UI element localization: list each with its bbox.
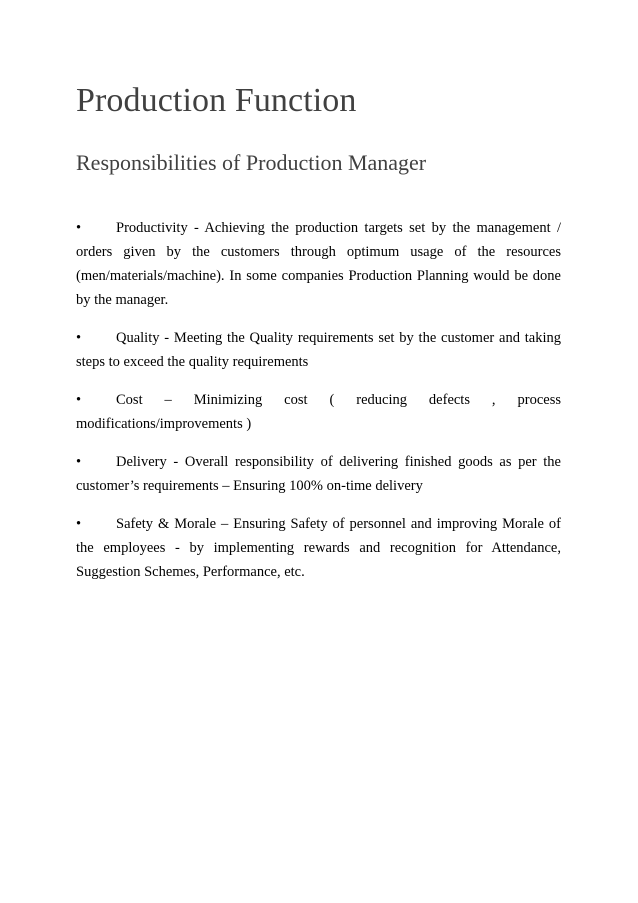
list-item-delivery [76,450,561,498]
bullet-icon: • [76,516,82,532]
list-item-text: Quality - Meeting the Quality requirements set by the customer and taking steps to exceed the quality requirements [76,330,561,370]
bullet-icon: • [76,220,82,236]
list-item-safety-morale [76,512,561,584]
list-item-cost [76,388,561,436]
list-item-first-line [76,388,561,412]
list-item-productivity [76,216,561,312]
document-subtitle: Responsibilities of Production Manager [76,150,427,175]
list-item-text: Productivity - Achieving the production targets set by the management / orders given by the customers through optimum usage of the resources (men/materials/machine). In some companies Production Planning would be done by the manager. [76,220,561,308]
bullet-icon: • [76,330,82,346]
responsibilities-list [76,216,561,584]
document-content [76,78,561,598]
list-item-text: Delivery - Overall responsibility of delivering finished goods as per the customer’s requirements – Ensuring 100% on-time delivery [76,454,561,494]
bullet-icon: • [76,392,82,408]
list-item-quality [76,326,561,374]
list-item-text: Cost – Minimizing cost ( reducing defects , process [116,392,561,408]
list-item-text: Safety & Morale – Ensuring Safety of personnel and improving Morale of the employees - by implementing rewards and recognition for Attendance, Suggestion Schemes, Performance, etc. [76,516,561,580]
document-title: Production Function [76,82,357,119]
bullet-icon: • [76,454,82,470]
list-item-text-continued: modifications/improvements ) [76,416,252,432]
